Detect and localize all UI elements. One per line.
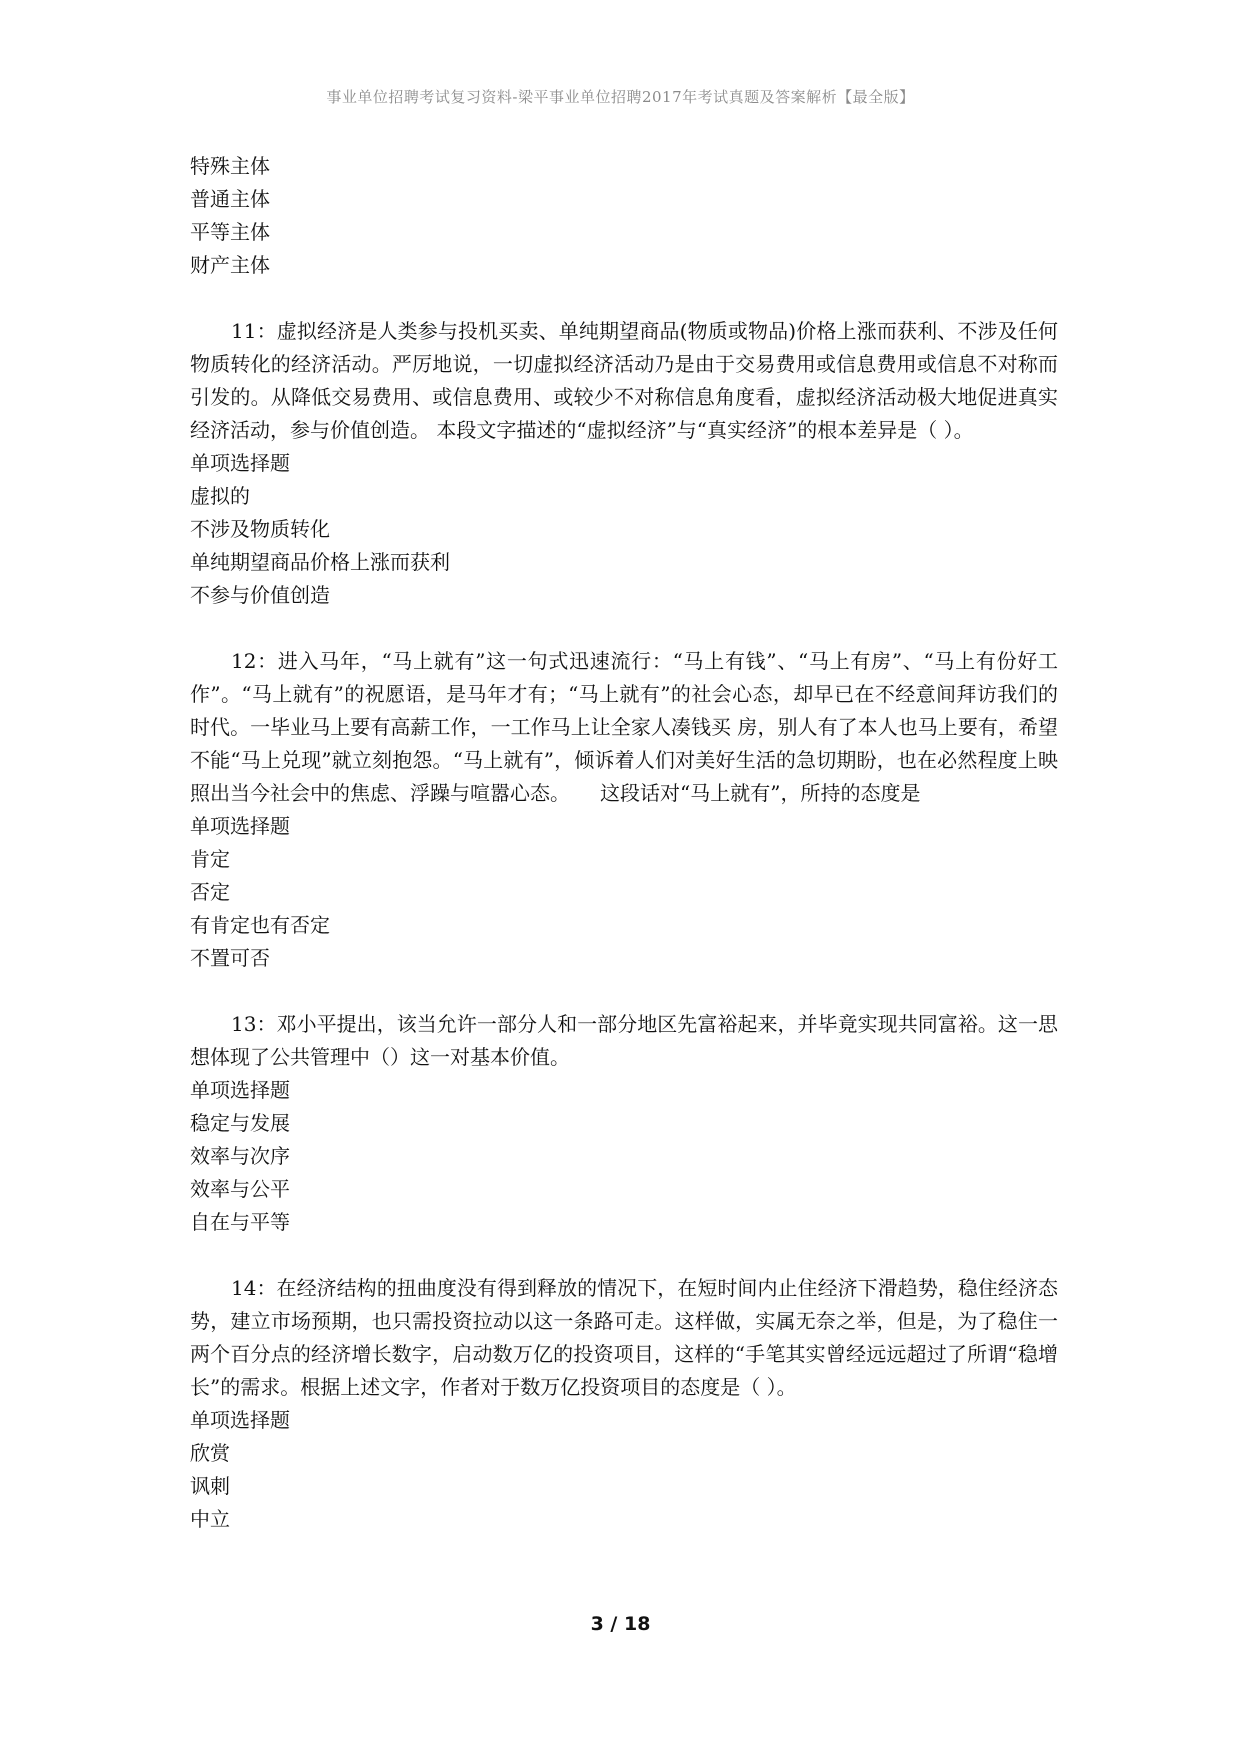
option-item: 中立 [190,1507,230,1531]
question-type: 单项选择题 [190,1078,290,1102]
question-12 [190,645,1058,975]
option-item: 平等主体 [190,220,270,244]
option-item: 讽刺 [190,1474,230,1498]
option-item: 效率与公平 [190,1177,290,1201]
question-text: 12：进入马年，“马上就有”这一句式迅速流行：“马上有钱”、“马上有房”、“马上有份好工作”。“马上就有”的祝愿语，是马年才有；“马上就有”的社会心态，却早已在不经意间拜访我们的时代。一毕业马上要有高薪工作，一工作马上让全家人凑钱买 房，别人有了本人也马上要有，希望不能“马上兑现”就立刻抱怨。“马上就有”，倾诉着人们对美好生活的急切期盼，也在必然程度上映照出当今社会中的焦虑、浮躁与喧嚣心态。 这段话对“马上就有”，所持的态度是 [190,649,1058,805]
question-14 [190,1272,1058,1536]
spacer [190,975,1058,1008]
question-type: 单项选择题 [190,1408,290,1432]
spacer [190,1239,1058,1272]
question-13 [190,1008,1058,1239]
option-item: 肯定 [190,847,230,871]
question-text: 11：虚拟经济是人类参与投机买卖、单纯期望商品(物质或物品)价格上涨而获利、不涉及任何物质转化的经济活动。严厉地说，一切虚拟经济活动乃是由于交易费用或信息费用或信息不对称而引发的。从降低交易费用、或信息费用、或较少不对称信息角度看，虚拟经济活动极大地促进真实经济活动，参与价值创造。 本段文字描述的“虚拟经济”与“真实经济”的根本差异是（ ）。 [190,319,1058,442]
option-item: 财产主体 [190,253,270,277]
option-item: 普通主体 [190,187,270,211]
document-body [190,150,1058,1536]
option-item: 不涉及物质转化 [190,517,330,541]
option-item: 效率与次序 [190,1144,290,1168]
question-text: 13：邓小平提出，该当允许一部分人和一部分地区先富裕起来，并毕竟实现共同富裕。这一思想体现了公共管理中（）这一对基本价值。 [190,1012,1058,1069]
option-item: 不置可否 [190,946,270,970]
option-item: 特殊主体 [190,154,270,178]
question-text: 14：在经济结构的扭曲度没有得到释放的情况下，在短时间内止住经济下滑趋势，稳住经济态势，建立市场预期，也只需投资拉动以这一条路可走。这样做，实属无奈之举，但是，为了稳住一两个百分点的经济增长数字，启动数万亿的投资项目，这样的“手笔其实曾经远远超过了所谓“稳增长”的需求。根据上述文字，作者对于数万亿投资项目的态度是（ ）。 [190,1276,1058,1399]
page-number: 3 / 18 [590,1613,651,1635]
previous-question-options [190,150,1058,282]
spacer [190,282,1058,315]
option-item: 稳定与发展 [190,1111,290,1135]
page-header: 事业单位招聘考试复习资料-梁平事业单位招聘2017年考试真题及答案解析【最全版】 [326,88,915,106]
option-item: 虚拟的 [190,484,250,508]
question-11 [190,315,1058,612]
option-item: 单纯期望商品价格上涨而获利 [190,550,450,574]
option-item: 否定 [190,880,230,904]
spacer [190,612,1058,645]
question-type: 单项选择题 [190,814,290,838]
option-item: 有肯定也有否定 [190,913,330,937]
question-type: 单项选择题 [190,451,290,475]
option-item: 自在与平等 [190,1210,290,1234]
option-item: 不参与价值创造 [190,583,330,607]
option-item: 欣赏 [190,1441,230,1465]
